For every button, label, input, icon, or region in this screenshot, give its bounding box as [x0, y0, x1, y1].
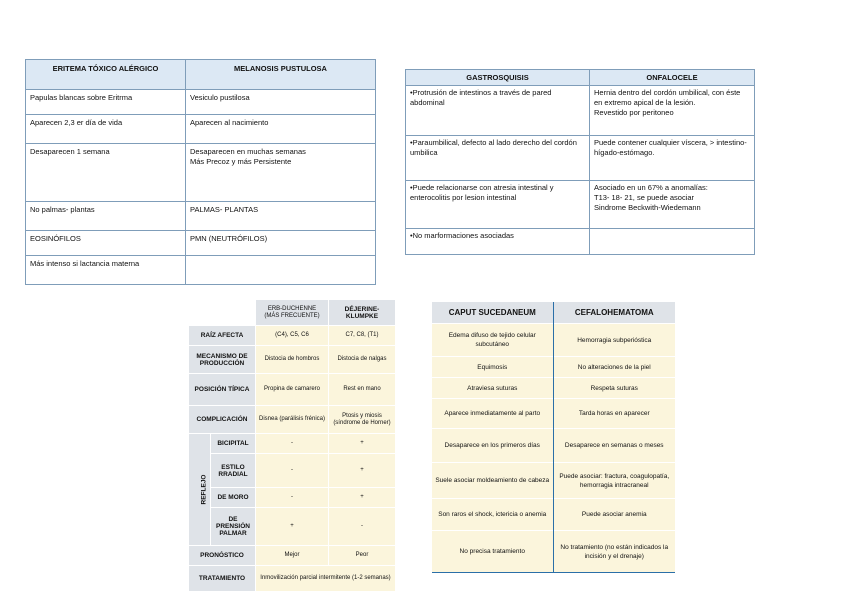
erb-cell: Mejor [256, 546, 329, 566]
dk-cell: Peor [329, 546, 396, 566]
table-header: ONFALOCELE [590, 70, 755, 86]
row-label: MECANISMO DE PRODUCCIÓN [189, 346, 256, 374]
erb-cell: Distocia de hombros [256, 346, 329, 374]
table-cell: No precisa tratamiento [432, 531, 553, 573]
table-cell: Aparecen 2,3 er día de vida [26, 115, 186, 144]
erb-subtitle: (MÁS FRECUENTE) [264, 312, 320, 319]
dk-cell: + [329, 488, 396, 508]
table-cell: Aparecen al nacimiento [186, 115, 376, 144]
table-cell: No palmas- plantas [26, 202, 186, 231]
dk-cell: Distocia de nalgas [329, 346, 396, 374]
table-cell: Puede asociar: fractura, coagulopatía, hemorragia intracraneal [553, 463, 675, 499]
table-cell: Equimosis [432, 357, 553, 378]
dk-cell: + [329, 454, 396, 488]
table-cell: Aparece inmediatamente al parto [432, 399, 553, 429]
table-cell: Desaparece en los primeros días [432, 429, 553, 463]
row-label: POSICIÓN TÍPICA [189, 374, 256, 406]
table-cell: Tarda horas en aparecer [553, 399, 675, 429]
table-cell: Papulas blancas sobre Eritrma [26, 90, 186, 115]
erb-cell: - [256, 488, 329, 508]
dk-cell: + [329, 434, 396, 454]
table-cell [186, 256, 376, 285]
row-label: TRATAMIENTO [189, 566, 256, 592]
table-cell: Puede contener cualquier víscera, > intestino-hígado-estómago. [590, 136, 755, 181]
table-cell: Desaparecen 1 semana [26, 144, 186, 202]
table-header: MELANOSIS PUSTULOSA [186, 60, 376, 90]
table-cell: Suele asociar moldeamiento de cabeza [432, 463, 553, 499]
treatment-cell: Inmovilización parcial intermitente (1-2 semanas) [256, 566, 396, 592]
table-cell: Respeta suturas [553, 378, 675, 399]
table-cell: Edema difuso de tejido celular subcutáneo [432, 324, 553, 357]
eritema-vs-melanosis-table [25, 59, 376, 285]
dk-cell: Rest en mano [329, 374, 396, 406]
table-cell: No tratamiento (no están indicados la incisión y el drenaje) [553, 531, 675, 573]
gastrosquisis-vs-onfalocele-table [405, 69, 755, 255]
row-label: PRONÓSTICO [189, 546, 256, 566]
erb-cell: - [256, 454, 329, 488]
table-cell: Hernia dentro del cordón umbilical, con éste en extremo apical de la lesión. Revestido por peritoneo [590, 86, 755, 136]
dk-cell: Ptosis y miosis (síndrome de Horner) [329, 406, 396, 434]
table-cell: Vesiculo pustilosa [186, 90, 376, 115]
table-cell: PALMAS- PLANTAS [186, 202, 376, 231]
table-cell: Asociado en un 67% a anomalías: T13- 18- 21, se puede asociar Sindrome Beckwith-Wiedemann [590, 181, 755, 229]
table-cell: EOSINÓFILOS [26, 231, 186, 256]
erb-cell: Disnea (parálisis frénica) [256, 406, 329, 434]
table-cell: Desaparece en semanas o meses [553, 429, 675, 463]
table-cell: •Paraumbilical, defecto al lado derecho del cordón umbilica [406, 136, 590, 181]
table-header: CAPUT SUCEDANEUM [432, 302, 553, 324]
erb-cell: Propina de camarero [256, 374, 329, 406]
erb-cell: (C4), C5, C6 [256, 326, 329, 346]
reflex-group-label: REFLEJO [189, 434, 211, 546]
table-cell: Más intenso si lactancia materna [26, 256, 186, 285]
row-label: RAÍZ AFECTA [189, 326, 256, 346]
reflex-label: BICIPITAL [211, 434, 256, 454]
table-cell: •No marformaciones asociadas [406, 229, 590, 255]
erb-title: ERB-DUCHENNE [267, 305, 317, 312]
table-header: GASTROSQUISIS [406, 70, 590, 86]
table-cell: Puede asociar anemia [553, 499, 675, 531]
table-header: CEFALOHEMATOMA [553, 302, 675, 324]
reflex-label: ESTILO RRADIAL [211, 454, 256, 488]
reflex-label: DE MORO [211, 488, 256, 508]
erb-cell: + [256, 508, 329, 546]
table-header: ERITEMA TÓXICO ALÉRGICO [26, 60, 186, 90]
table-cell [590, 229, 755, 255]
caput-vs-cefalohematoma-table [432, 302, 675, 573]
table-cell: No alteraciones de la piel [553, 357, 675, 378]
table-cell: Atraviesa suturas [432, 378, 553, 399]
table-cell: Hemorragia subperióstica [553, 324, 675, 357]
paralisis-braquial-table [188, 299, 396, 592]
erb-header [256, 300, 329, 326]
dk-header: DÉJERINE-KLUMPKE [329, 300, 396, 326]
table-cell: •Puede relacionarse con atresia intestinal y enterocolitis por lesion intestinal [406, 181, 590, 229]
dk-cell: C7, C8, (T1) [329, 326, 396, 346]
table-cell: PMN (NEUTRÓFILOS) [186, 231, 376, 256]
erb-cell: - [256, 434, 329, 454]
dk-cell: - [329, 508, 396, 546]
table-cell: •Protrusión de intestinos a través de pared abdominal [406, 86, 590, 136]
table-cell: Son raros el shock, ictericia o anemia [432, 499, 553, 531]
table-cell: Desaparecen en muchas semanas Más Precoz y más Persistente [186, 144, 376, 202]
row-label: COMPLICACIÓN [189, 406, 256, 434]
reflex-label: DE PRENSIÓN PALMAR [211, 508, 256, 546]
